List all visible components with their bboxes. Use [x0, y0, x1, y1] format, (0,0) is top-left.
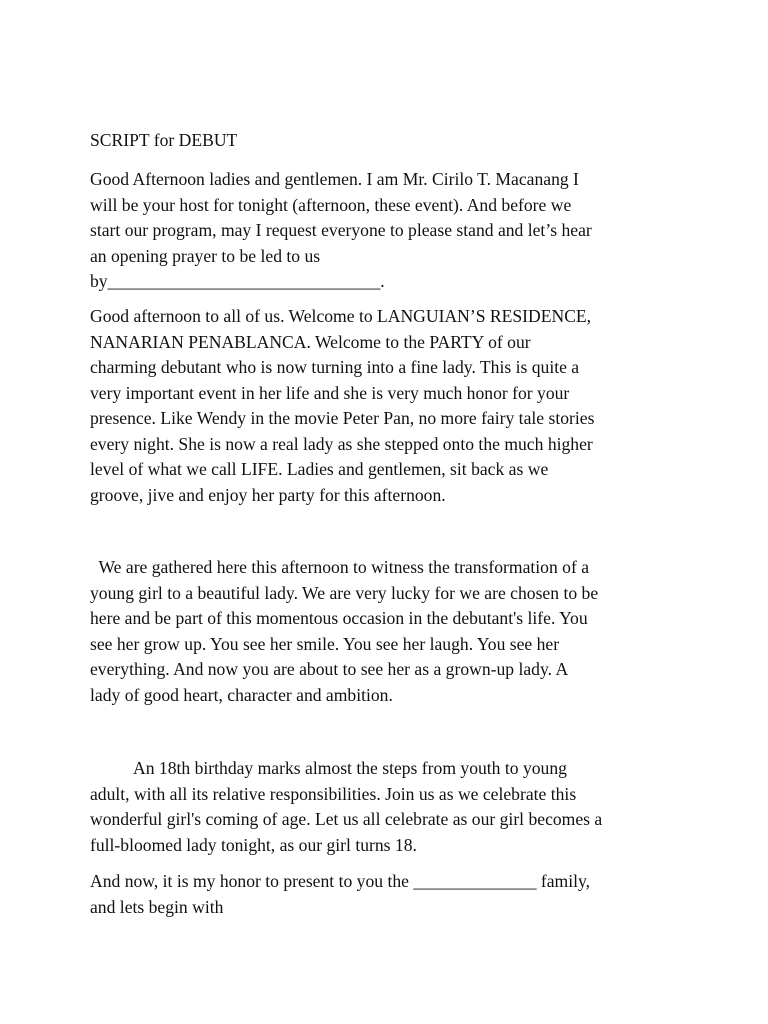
paragraph-2-line-6: every night. She is now a real lady as she stepped onto the much higher	[90, 433, 593, 454]
paragraph-2-line-3: charming debutant who is now turning into a fine lady. This is quite a	[90, 357, 580, 377]
paragraph-2-line-7: level of what we call LIFE. Ladies and gentlemen, sit back as we	[90, 459, 549, 479]
paragraph-4-line-4: full-bloomed lady tonight, as our girl turns 18.	[90, 834, 417, 855]
paragraph-4-line-3: wonderful girl's coming of age. Let us all celebrate as our girl becomes a	[90, 809, 603, 829]
paragraph-3-line-4: see her grow up. You see her smile. You see her laugh. You see her	[90, 633, 560, 654]
document-title: SCRIPT for DEBUT	[90, 130, 238, 150]
paragraph-1-line-3: start our program, may I request everyone to please stand and let’s hear	[90, 220, 592, 240]
paragraph-5-line-1: And now, it is my honor to present to you the ______________ family,	[90, 871, 591, 891]
paragraph-2-line-5: presence. Like Wendy in the movie Peter Pan, no more fairy tale stories	[90, 408, 595, 428]
paragraph-5-line-2: and lets begin with	[90, 896, 224, 917]
paragraph-4-line-1: An 18th birthday marks almost the steps from youth to young	[90, 758, 567, 778]
paragraph-2-line-8: groove, jive and enjoy her party for this afternoon.	[90, 484, 446, 505]
paragraph-2-line-1: Good afternoon to all of us. Welcome to LANGUIAN’S RESIDENCE,	[90, 306, 592, 326]
paragraph-1-line-5: by_______________________________.	[90, 271, 385, 291]
paragraph-3-line-1: We are gathered here this afternoon to witness the transformation of a	[90, 557, 590, 577]
paragraph-4-line-2: adult, with all its relative responsibilities. Join us as we celebrate this	[90, 783, 577, 804]
paragraph-3-line-2: young girl to a beautiful lady. We are very lucky for we are chosen to be	[90, 582, 599, 603]
paragraph-3-line-6: lady of good heart, character and ambition.	[90, 684, 393, 705]
paragraph-1-line-1: Good Afternoon ladies and gentlemen. I am Mr. Cirilo T. Macanang I	[90, 169, 579, 189]
paragraph-1-line-2: will be your host for tonight (afternoon, these event). And before we	[90, 194, 572, 215]
paragraph-2-line-4: very important event in her life and she is very much honor for your	[90, 382, 570, 403]
paragraph-2-line-2: NANARIAN PENABLANCA. Welcome to the PARTY of our	[90, 331, 531, 352]
paragraph-3-line-5: everything. And now you are about to see her as a grown-up lady. A	[90, 659, 569, 679]
paragraph-1-line-4: an opening prayer to be led to us	[90, 245, 321, 266]
paragraph-3-line-3: here and be part of this momentous occasion in the debutant's life. You	[90, 608, 588, 628]
